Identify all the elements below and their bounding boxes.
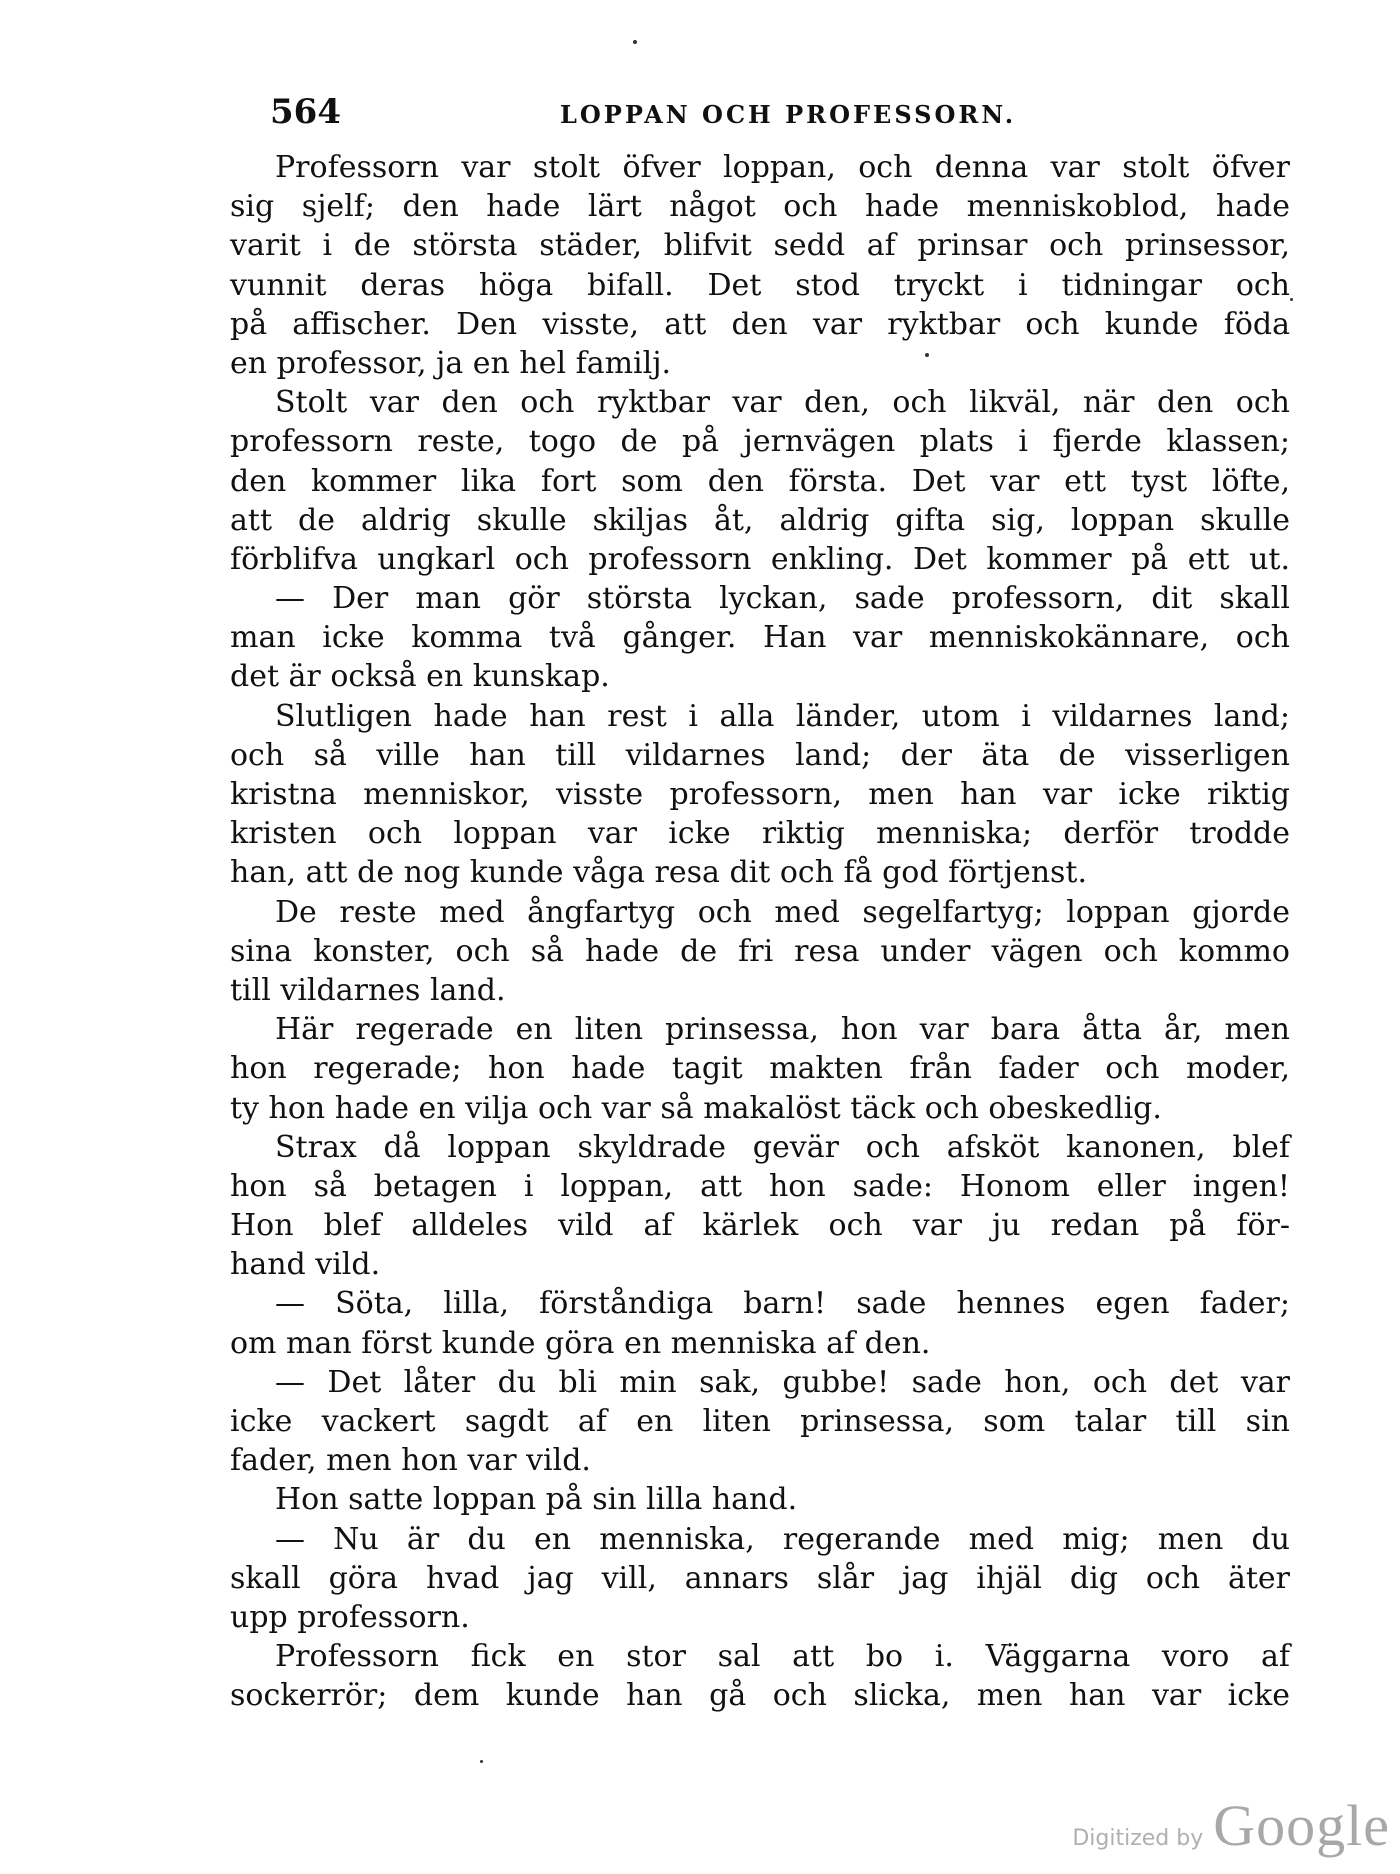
text-line: till vildarnes land. [230, 972, 506, 1008]
text-line: — Nu är du en menniska, regerande med mig; men du [275, 1521, 1290, 1557]
text-line: sina konster, och så hade de fri resa under vägen och kommo [230, 933, 1290, 969]
text-line: professorn reste, togo de på jernvägen plats i fjerde klassen; [230, 424, 1290, 460]
text-line: upp professorn. [230, 1599, 470, 1635]
text-line: — Det låter du bli min sak, gubbe! sade hon, och det var [275, 1364, 1290, 1400]
text-line: den kommer lika fort som den första. Det var ett tyst löfte, [230, 463, 1290, 499]
text-line: om man först kunde göra en menniska af den. [230, 1325, 931, 1361]
text-line: på affischer. Den visste, att den var ryktbar och kunde föda [230, 306, 1290, 342]
text-line: hand vild. [230, 1247, 381, 1283]
running-title: LOPPAN OCH PROFESSORN. [560, 100, 1017, 129]
text-line: Professorn var stolt öfver loppan, och denna var stolt öfver [275, 150, 1290, 185]
print-speck [633, 40, 637, 44]
page-header [270, 92, 1300, 142]
text-line: Hon satte loppan på sin lilla hand. [275, 1482, 798, 1518]
text-line: icke vackert sagdt af en liten prinsessa, som talar till sin [230, 1404, 1290, 1439]
google-logo: Google [1213, 1793, 1390, 1858]
text-line: — Der man gör största lyckan, sade professorn, dit skall [275, 581, 1290, 617]
text-line: De reste med ångfartyg och med segelfartyg; loppan gjorde [275, 894, 1290, 930]
text-line: och så ville han till vildarnes land; der äta de visserligen [230, 737, 1290, 773]
text-line: man icke komma två gånger. Han var menniskokännare, och [230, 620, 1290, 656]
digitized-by-label: Digitized by [1072, 1826, 1204, 1851]
text-line: Slutligen hade han rest i alla länder, utom i vildarnes land; [275, 698, 1290, 734]
print-speck [480, 1760, 483, 1763]
text-line: vunnit deras höga bifall. Det stod tryckt i tidningar och [230, 267, 1290, 303]
page-number: 564 [270, 92, 341, 132]
text-line: — Söta, lilla, förståndiga barn! sade hennes egen fader; [275, 1286, 1290, 1322]
text-line: hon regerade; hon hade tagit makten från fader och moder, [230, 1051, 1290, 1087]
text-line: att de aldrig skulle skiljas åt, aldrig gifta sig, loppan skulle [230, 502, 1290, 538]
text-line: fader, men hon var vild. [230, 1443, 591, 1479]
text-line: Stolt var den och ryktbar var den, och likväl, när den och [275, 385, 1290, 421]
text-line: Strax då loppan skyldrade gevär och afsköt kanonen, blef [275, 1129, 1290, 1165]
text-line: en professor, ja en hel familj. [230, 345, 672, 381]
text-line: kristna menniskor, visste professorn, men han var icke riktig [230, 777, 1290, 812]
digitized-by-google-watermark [1072, 1792, 1390, 1862]
page-text-body [230, 148, 1290, 1716]
text-line: skall göra hvad jag vill, annars slår jag ihjäl dig och äter [230, 1560, 1290, 1596]
text-line: Hon blef alldeles vild af kärlek och var ju redan på för- [230, 1208, 1290, 1244]
text-line: sig sjelf; den hade lärt något och hade menniskoblod, hade [230, 189, 1290, 225]
text-line: Här regerade en liten prinsessa, hon var bara åtta år, men [275, 1012, 1290, 1048]
text-line: varit i de största städer, blifvit sedd af prinsar och prinsessor, [230, 228, 1290, 264]
print-speck [1290, 298, 1293, 301]
text-line: Professorn fick en stor sal att bo i. Väggarna voro af [275, 1639, 1290, 1675]
text-line: förblifva ungkarl och professorn enkling. Det kommer på ett ut. [230, 541, 1290, 577]
text-line: sockerrör; dem kunde han gå och slicka, men han var icke [230, 1678, 1290, 1714]
text-line: kristen och loppan var icke riktig menniska; derför trodde [230, 816, 1290, 852]
text-line: han, att de nog kunde våga resa dit och få god förtjenst. [230, 855, 1088, 891]
print-speck [925, 353, 929, 357]
text-line: det är också en kunskap. [230, 659, 610, 695]
text-line: ty hon hade en vilja och var så makalöst täck och obeskedlig. [230, 1090, 1162, 1126]
text-line: hon så betagen i loppan, att hon sade: Honom eller ingen! [230, 1168, 1290, 1204]
